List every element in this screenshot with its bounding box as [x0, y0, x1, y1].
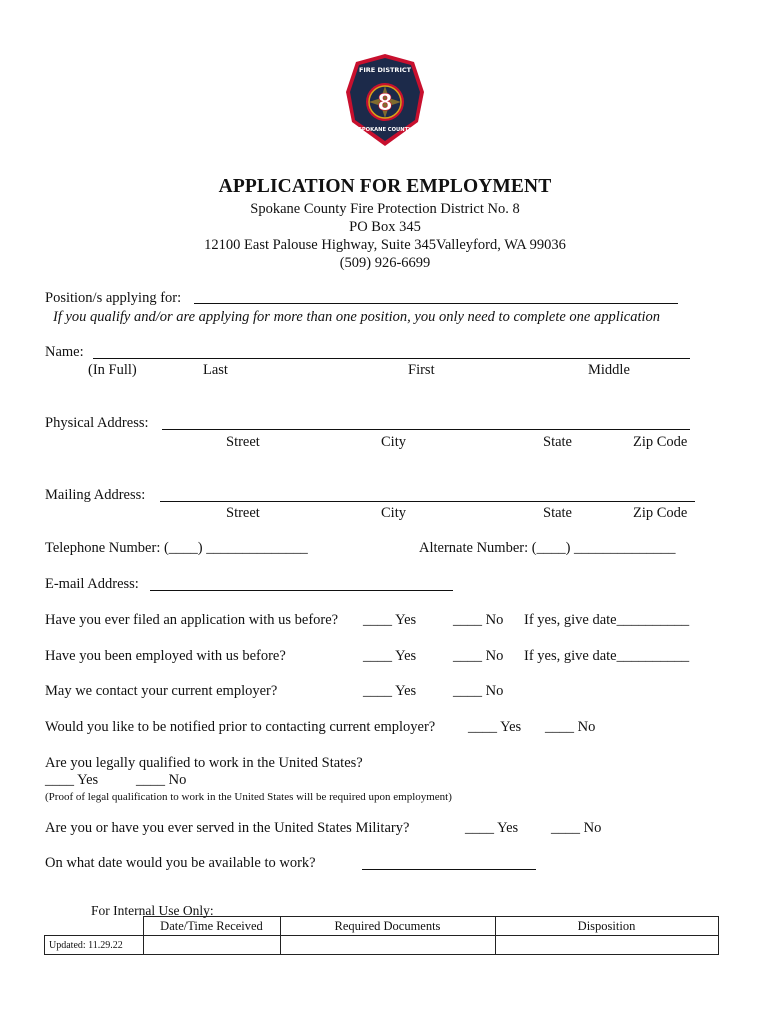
alternate-number-field[interactable]: Alternate Number: (____) ______________ — [419, 540, 676, 556]
question-available-date: On what date would you be available to work? — [45, 855, 316, 871]
physical-city-caption: City — [381, 434, 406, 450]
employed-before-date[interactable]: If yes, give date__________ — [524, 648, 690, 664]
mailing-zip-caption: Zip Code — [633, 505, 688, 521]
question-employed-before: Have you been employed with us before? — [45, 648, 286, 664]
legally-qualified-no[interactable]: ____ No — [136, 772, 187, 788]
question-contact-employer: May we contact your current employer? — [45, 683, 278, 699]
question-legally-qualified: Are you legally qualified to work in the United States? — [45, 755, 363, 771]
telephone-number-field[interactable]: Telephone Number: (____) ______________ — [45, 540, 308, 556]
internal-use-table — [44, 916, 719, 955]
cell-disposition[interactable] — [495, 936, 718, 955]
name-input-line[interactable] — [93, 358, 690, 359]
phone-number: (509) 926-6699 — [339, 255, 431, 271]
notify-prior-no[interactable]: ____ No — [545, 719, 596, 735]
mailing-address-label: Mailing Address: — [45, 487, 146, 503]
physical-zip-caption: Zip Code — [633, 434, 688, 450]
name-last-caption: Last — [203, 362, 228, 378]
employed-before-no[interactable]: ____ No — [453, 648, 504, 664]
fire-district-logo — [344, 52, 426, 148]
question-military: Are you or have you ever served in the United States Military? — [45, 820, 410, 836]
filed-before-no[interactable]: ____ No — [453, 612, 504, 628]
military-yes[interactable]: ____ Yes — [465, 820, 519, 836]
internal-corner-blank — [45, 917, 144, 936]
physical-address-label: Physical Address: — [45, 415, 149, 431]
po-box: PO Box 345 — [349, 219, 421, 235]
org-name: Spokane County Fire Protection District No. 8 — [250, 201, 520, 217]
col-disposition: Disposition — [495, 917, 718, 936]
position-note: If you qualify and/or are applying for more than one position, you only need to complete one application — [53, 309, 661, 325]
internal-use-label: For Internal Use Only: — [91, 903, 214, 918]
mailing-state-caption: State — [543, 505, 572, 521]
filed-before-date[interactable]: If yes, give date__________ — [524, 612, 690, 628]
notify-prior-yes[interactable]: ____ Yes — [468, 719, 522, 735]
physical-state-caption: State — [543, 434, 572, 450]
name-label: Name: — [45, 344, 84, 360]
email-input-line[interactable] — [150, 590, 453, 591]
physical-street-caption: Street — [226, 434, 260, 450]
name-first-caption: First — [408, 362, 435, 378]
cell-required-documents[interactable] — [280, 936, 495, 955]
position-input-line[interactable] — [194, 303, 678, 304]
logo-bottom-text: SPOKANE COUNTY — [358, 127, 412, 133]
col-date-received: Date/Time Received — [143, 917, 280, 936]
position-label: Position/s applying for: — [45, 290, 182, 306]
mailing-city-caption: City — [381, 505, 406, 521]
physical-address-input-line[interactable] — [162, 429, 690, 430]
filed-before-yes[interactable]: ____ Yes — [363, 612, 417, 628]
name-in-full-caption: (In Full) — [88, 362, 137, 378]
street-address: 12100 East Palouse Highway, Suite 345Valleyford, WA 99036 — [204, 237, 566, 253]
logo-number: 8 — [377, 91, 393, 116]
military-no[interactable]: ____ No — [551, 820, 602, 836]
available-date-input-line[interactable] — [362, 869, 536, 870]
email-label: E-mail Address: — [45, 576, 139, 592]
employed-before-yes[interactable]: ____ Yes — [363, 648, 417, 664]
name-middle-caption: Middle — [588, 362, 630, 378]
page-title: APPLICATION FOR EMPLOYMENT — [218, 176, 552, 197]
question-filed-before: Have you ever filed an application with us before? — [45, 612, 339, 628]
mailing-address-input-line[interactable] — [160, 501, 695, 502]
legally-qualified-yes[interactable]: ____ Yes — [45, 772, 99, 788]
logo-top-text: FIRE DISTRICT — [358, 66, 412, 74]
contact-employer-no[interactable]: ____ No — [453, 683, 504, 699]
cell-date-received[interactable] — [143, 936, 280, 955]
question-notify-prior: Would you like to be notified prior to contacting current employer? — [45, 719, 436, 735]
updated-date: Updated: 11.29.22 — [45, 936, 144, 955]
contact-employer-yes[interactable]: ____ Yes — [363, 683, 417, 699]
mailing-street-caption: Street — [226, 505, 260, 521]
col-required-documents: Required Documents — [280, 917, 495, 936]
legal-qualification-note: (Proof of legal qualification to work in the United States will be required upon employment) — [45, 791, 452, 803]
